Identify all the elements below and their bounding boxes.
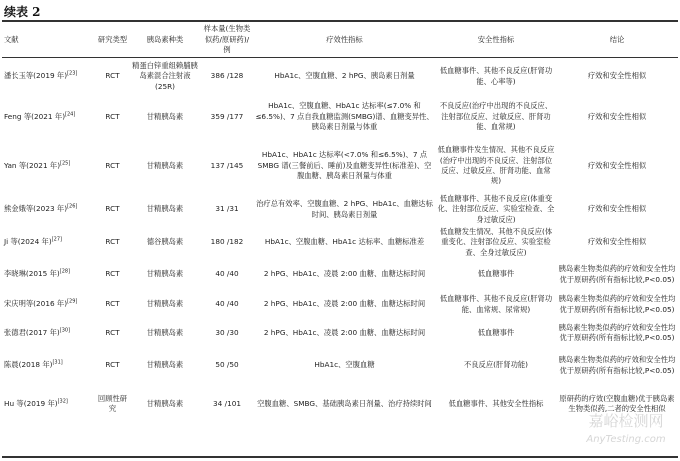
cell-insulin: 甘精胰岛素 <box>146 111 184 121</box>
author-text: 宋庆明等(2016 年) <box>4 299 68 309</box>
cell-insulin: 甘精胰岛素 <box>146 299 184 309</box>
author-text: 陈晨(2018 年) <box>4 360 53 370</box>
author-text: Yan 等(2021 年) <box>4 160 61 170</box>
cell-ref <box>2 58 96 96</box>
col-header-type: 研究类型 <box>96 23 129 58</box>
cell-type: RCT <box>105 360 120 370</box>
table-row <box>2 290 678 319</box>
cell-ref <box>2 384 96 424</box>
cell-type: RCT <box>105 237 120 247</box>
cell-safety: 不良反应(治疗中出现的不良反应、注射部位反应、过敏反应、肝肾功能、血常规) <box>439 101 553 132</box>
cell-safety: 低血糖事件发生情况、其他不良反应(治疗中出现的不良反应、注射部位反应、过敏反应、肝肾功能、血常规) <box>437 145 555 186</box>
cell-ref <box>2 95 96 139</box>
author-text: 熊金娥等(2023 年) <box>4 204 68 214</box>
data-table <box>2 23 678 424</box>
cell-sample: 359 /177 <box>210 111 244 121</box>
cell-safety: 不良反应(肝肾功能) <box>463 360 529 370</box>
cell-efficacy: 2 hPG、HbA1c、凌晨 2:00 血糖、血糖达标时间 <box>263 299 426 309</box>
cell-type: RCT <box>105 327 120 337</box>
cell-insulin: 甘精胰岛素 <box>146 160 184 170</box>
cell-safety: 低血糖事件、其他不良反应(肝肾功能、心率等) <box>439 66 553 86</box>
table-caption: 续表 2 <box>4 5 41 19</box>
bottom-rule <box>2 456 678 458</box>
cell-insulin: 甘精胰岛素 <box>146 327 184 337</box>
cell-safety: 低血糖事件、其他不良反应(体重变化、注射部位反应、实验室检查、全身过敏反应) <box>437 193 555 224</box>
cell-efficacy: 治疗总有效率、空腹血糖、2 hPG、HbA1c、血糖达标时间、胰岛素日剂量 <box>256 199 433 219</box>
citation-number: [23] <box>67 70 78 77</box>
cell-efficacy: 2 hPG、HbA1c、凌晨 2:00 血糖、血糖达标时间 <box>263 327 426 337</box>
author-text: Feng 等(2021 年) <box>4 111 66 121</box>
cell-sample: 50 /50 <box>215 360 239 370</box>
cell-insulin: 甘精胰岛素 <box>146 204 184 214</box>
cell-sample: 137 /145 <box>210 160 244 170</box>
author-text: 张德君(2017 年) <box>4 327 60 337</box>
table-row <box>2 347 678 384</box>
table-row <box>2 319 678 347</box>
header-row <box>2 23 678 58</box>
cell-conclusion: 胰岛素生物类似药的疗效和安全性均优于原研药(所有指标比较,P<0.05) <box>558 294 676 314</box>
cell-insulin: 甘精胰岛素 <box>146 269 184 279</box>
citation-number: [29] <box>67 298 78 305</box>
table-row <box>2 193 678 226</box>
citation-number: [27] <box>51 236 62 243</box>
cell-conclusion: 胰岛素生物类似药的疗效和安全性均优于原研药(所有指标比较,P<0.05) <box>558 322 676 342</box>
citation-number: [32] <box>57 398 68 405</box>
author-text: 李晓琳(2015 年) <box>4 269 60 279</box>
cell-conclusion: 胰岛素生物类似药的疗效和安全性均优于原研药(所有指标比较,P<0.05) <box>558 264 676 284</box>
col-header-efficacy: 疗效性指标 <box>253 23 436 58</box>
cell-sample: 30 /30 <box>215 327 239 337</box>
cell-ref <box>2 347 96 384</box>
table-row <box>2 384 678 424</box>
cell-efficacy: HbA1c、HbA1c 达标率(<7.0% 和≤6.5%)、7 点 SMBG 谱(三餐前后、睡前)及血糖变异性(标准差)、空腹血糖、胰岛素日剂量与体重 <box>257 150 432 181</box>
cell-type: RCT <box>105 111 120 121</box>
cell-conclusion: 疗效和安全性相似 <box>587 160 647 170</box>
cell-type: RCT <box>105 299 120 309</box>
cell-conclusion: 疗效和安全性相似 <box>587 204 647 214</box>
top-rule <box>2 20 678 22</box>
cell-efficacy: 2 hPG、HbA1c、凌晨 2:00 血糖、血糖达标时间 <box>263 269 426 279</box>
col-header-conclusion: 结论 <box>556 23 678 58</box>
cell-ref <box>2 193 96 226</box>
cell-ref <box>2 139 96 193</box>
cell-sample: 40 /40 <box>215 269 239 279</box>
cell-safety: 低血糖事件 <box>477 269 515 279</box>
cell-type: 回顾性研究 <box>97 393 128 413</box>
cell-sample: 386 /128 <box>210 71 244 81</box>
cell-ref <box>2 319 96 347</box>
cell-type: RCT <box>105 160 120 170</box>
watermark-title: 嘉峪检测网 <box>588 412 664 430</box>
cell-type: RCT <box>105 204 120 214</box>
table-row <box>2 139 678 193</box>
cell-safety: 低血糖发生情况、其他不良反应(体重变化、注射部位反应、实验室检查、全身过敏反应) <box>439 226 553 257</box>
citation-number: [31] <box>52 359 63 366</box>
citation-number: [30] <box>59 327 71 334</box>
author-text: Hu 等(2019 年) <box>4 398 58 408</box>
cell-sample: 40 /40 <box>215 299 239 309</box>
col-header-safety: 安全性指标 <box>436 23 556 58</box>
cell-conclusion: 疗效和安全性相似 <box>587 111 647 121</box>
watermark-subtitle: AnyTesting.com <box>586 434 666 445</box>
cell-safety: 低血糖事件 <box>477 327 515 337</box>
col-header-sample: 样本量(生物类似药/原研药)/例 <box>201 23 253 58</box>
cell-conclusion: 胰岛素生物类似药的疗效和安全性均优于原研药(所有指标比较,P<0.05) <box>558 355 676 375</box>
cell-efficacy: 空腹血糖、SMBG、基础胰岛素日剂量、治疗持续时间 <box>257 398 432 408</box>
cell-insulin: 精蛋白锌重组赖脯胰岛素混合注射液(25R) <box>132 60 198 91</box>
cell-ref <box>2 290 96 319</box>
citation-number: [28] <box>59 268 71 275</box>
cell-sample: 180 /182 <box>210 237 244 247</box>
table-row <box>2 259 678 290</box>
cell-safety: 低血糖事件、其他不良反应(肝肾功能、血常规、尿常规) <box>439 294 553 314</box>
citation-number: [25] <box>60 160 71 167</box>
table-row <box>2 58 678 96</box>
cell-efficacy: HbA1c、空腹血糖、HbA1c 达标率、血糖标准差 <box>264 237 425 247</box>
cell-safety: 低血糖事件、其他安全性指标 <box>448 398 544 408</box>
cell-sample: 31 /31 <box>215 204 239 214</box>
cell-type: RCT <box>105 71 120 81</box>
cell-type: RCT <box>105 269 120 279</box>
watermark-logo <box>582 409 670 449</box>
cell-sample: 34 /101 <box>213 398 241 408</box>
citation-number: [24] <box>65 111 76 118</box>
col-header-insulin: 胰岛素种类 <box>129 23 201 58</box>
cell-insulin: 甘精胰岛素 <box>146 398 184 408</box>
citation-number: [26] <box>67 203 78 210</box>
table-row <box>2 226 678 259</box>
cell-insulin: 德谷胰岛素 <box>146 237 184 247</box>
cell-efficacy: HbA1c、空腹血糖、HbA1c 达标率(≤7.0% 和≤6.5%)、7 点自我血糖监测(SMBG)谱、血糖变异性、胰岛素日剂量与体重 <box>255 101 434 132</box>
cell-efficacy: HbA1c、空腹血糖、2 hPG、胰岛素日剂量 <box>274 71 415 81</box>
cell-ref <box>2 226 96 259</box>
cell-conclusion: 疗效和安全性相似 <box>587 237 647 247</box>
cell-ref <box>2 259 96 290</box>
cell-conclusion: 疗效和安全性相似 <box>587 71 647 81</box>
cell-conclusion: 原研药的疗效(空腹血糖)优于胰岛素生物类似药,二者的安全性相似 <box>559 393 675 413</box>
author-text: Ji 等(2024 年) <box>4 237 52 247</box>
cell-insulin: 甘精胰岛素 <box>146 360 184 370</box>
cell-efficacy: HbA1c、空腹血糖 <box>314 360 375 370</box>
table-row <box>2 95 678 139</box>
col-header-ref: 文献 <box>2 23 96 58</box>
author-text: 潘长玉等(2019 年) <box>4 71 68 81</box>
